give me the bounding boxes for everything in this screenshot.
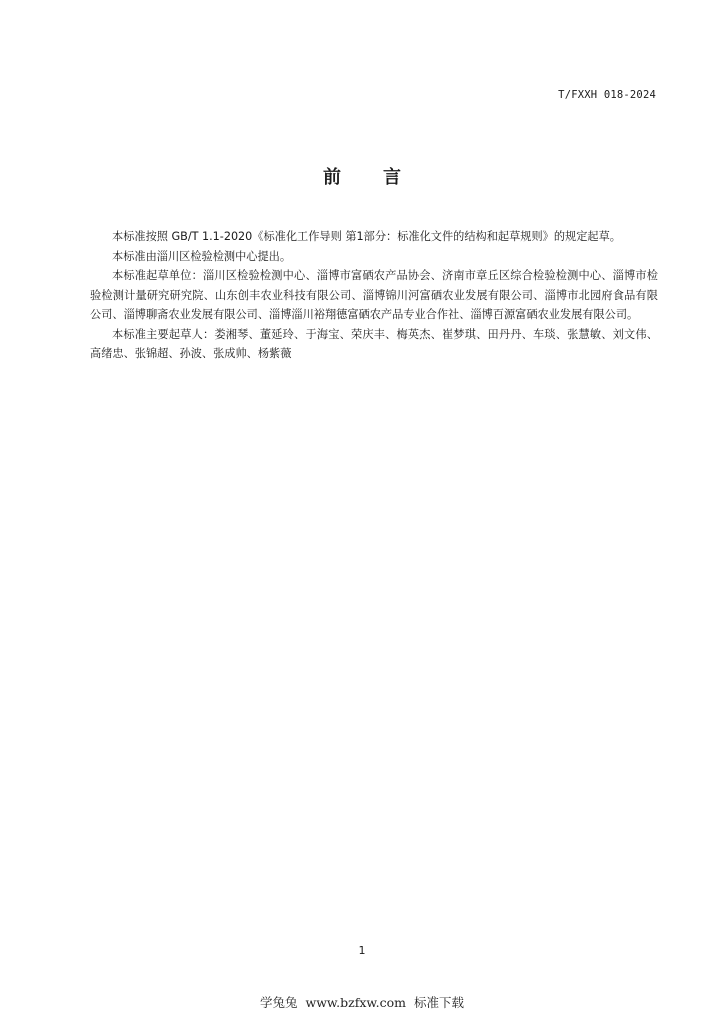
footer-watermark xyxy=(0,993,724,1011)
paragraph-drafting-rules: 本标准按照 GB/T 1.1-2020《标准化工作导则 第1部分：标准化文件的结构和起草规则》的规定起草。 xyxy=(112,230,621,243)
paragraph-drafters: 本标准主要起草人：娄湘琴、董延玲、于海宝、荣庆丰、梅英杰、崔梦琪、田丹丹、车琰、张慧敏、刘文伟、高绪忠、张锦超、孙波、张成帅、杨紫薇 xyxy=(90,327,658,360)
paragraph-proposer: 本标准由淄川区检验检测中心提出。 xyxy=(112,249,292,263)
document-code: T/FXXH 018-2024 xyxy=(558,89,656,101)
foreword-body xyxy=(90,227,658,364)
footer-url-link[interactable]: www.bzfxw.com xyxy=(305,995,406,1010)
paragraph-drafting-units: 本标准起草单位：淄川区检验检测中心、淄博市富硒农产品协会、济南市章丘区综合检验检测中心、淄博市检验检测计量研究研究院、山东创丰农业科技有限公司、淄博锦川河富硒农业发展有限公司、淄博市北园府食品有限公司、淄博聊斋农业发展有限公司、淄博淄川裕翔德富硒农产品专业合作社、淄博百源富硒农业发展有限公司。 xyxy=(90,269,658,321)
page-number: 1 xyxy=(358,944,366,957)
footer-site-name: 学兔兔 xyxy=(260,995,298,1010)
footer-tagline: 标准下载 xyxy=(413,995,464,1010)
page-title: 前言 xyxy=(323,167,443,188)
